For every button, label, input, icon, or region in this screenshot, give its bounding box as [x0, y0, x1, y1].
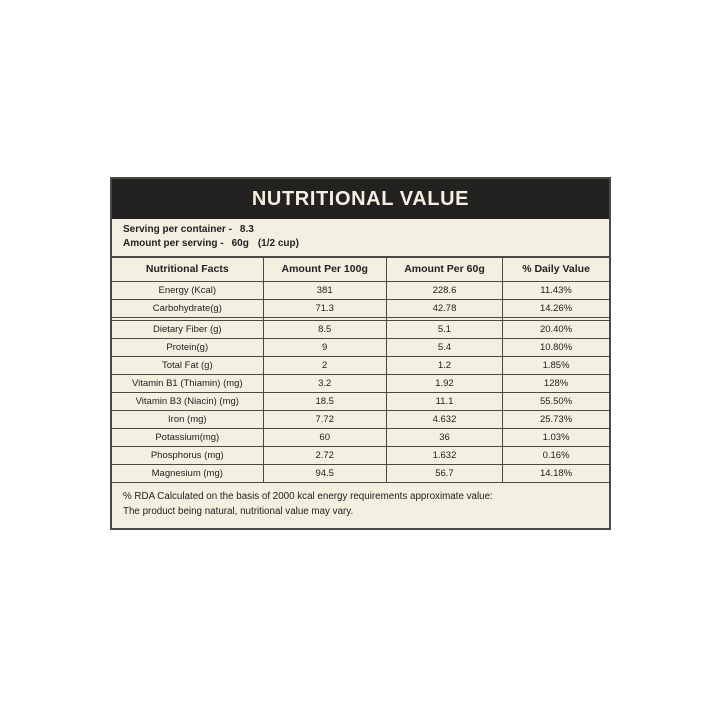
daily-value-cell: 20.40%	[503, 320, 609, 338]
table-row	[112, 428, 609, 446]
per-60g-cell: 1.2	[386, 356, 502, 374]
serving-per-container-line	[123, 223, 598, 237]
per-60g-cell: 228.6	[386, 281, 502, 299]
per-100g-cell: 2	[263, 356, 386, 374]
nutrient-name-cell: Protein(g)	[112, 338, 263, 356]
daily-value-cell: 55.50%	[503, 392, 609, 410]
footnote-line-1: % RDA Calculated on the basis of 2000 kcal energy requirements approximate value:	[123, 490, 493, 502]
per-100g-cell: 3.2	[263, 374, 386, 392]
table-header-row	[112, 257, 609, 281]
daily-value-cell: 1.03%	[503, 428, 609, 446]
table-row	[112, 281, 609, 299]
per-100g-cell: 381	[263, 281, 386, 299]
per-60g-cell: 5.1	[386, 320, 502, 338]
serving-per-container-value: 8.3	[239, 224, 254, 235]
serving-per-container-label: Serving per container -	[123, 224, 232, 235]
footnote	[112, 483, 609, 528]
nutrient-name-cell: Magnesium (mg)	[112, 464, 263, 482]
column-header-amount-per-100g: Amount Per 100g	[263, 257, 386, 281]
table-row	[112, 356, 609, 374]
amount-per-serving-note: (1/2 cup)	[257, 237, 299, 249]
nutrition-table	[112, 257, 609, 483]
per-100g-cell: 18.5	[263, 392, 386, 410]
nutrient-name-cell: Phosphorus (mg)	[112, 446, 263, 464]
amount-per-serving-value: 60g	[231, 237, 249, 249]
per-100g-cell: 2.72	[263, 446, 386, 464]
table-row	[112, 446, 609, 464]
per-100g-cell: 8.5	[263, 320, 386, 338]
daily-value-cell: 14.18%	[503, 464, 609, 482]
nutrient-name-cell: Energy (Kcal)	[112, 281, 263, 299]
per-100g-cell: 60	[263, 428, 386, 446]
table-row	[112, 338, 609, 356]
per-60g-cell: 4.632	[386, 410, 502, 428]
column-header-nutritional-facts: Nutritional Facts	[112, 257, 263, 281]
table-row	[112, 320, 609, 338]
serving-info	[112, 219, 609, 257]
daily-value-cell: 10.80%	[503, 338, 609, 356]
nutrient-name-cell: Carbohydrate(g)	[112, 299, 263, 317]
nutrition-label-card	[110, 177, 611, 530]
amount-per-serving-line	[123, 237, 598, 251]
nutrient-name-cell: Iron (mg)	[112, 410, 263, 428]
column-header-amount-per-60g: Amount Per 60g	[386, 257, 502, 281]
footnote-line-2: The product being natural, nutritional value may vary.	[123, 506, 354, 518]
per-100g-cell: 71.3	[263, 299, 386, 317]
nutrient-name-cell: Vitamin B1 (Thiamin) (mg)	[112, 374, 263, 392]
per-60g-cell: 56.7	[386, 464, 502, 482]
table-row	[112, 392, 609, 410]
table-row	[112, 410, 609, 428]
daily-value-cell: 128%	[503, 374, 609, 392]
per-60g-cell: 42.78	[386, 299, 502, 317]
title-bar	[112, 179, 609, 219]
daily-value-cell: 14.26%	[503, 299, 609, 317]
column-header-daily-value: % Daily Value	[503, 257, 609, 281]
page-title: NUTRITIONAL VALUE	[251, 188, 470, 210]
table-row	[112, 299, 609, 317]
per-60g-cell: 5.4	[386, 338, 502, 356]
nutrient-name-cell: Dietary Fiber (g)	[112, 320, 263, 338]
table-row	[112, 464, 609, 482]
nutrient-name-cell: Potassium(mg)	[112, 428, 263, 446]
per-60g-cell: 36	[386, 428, 502, 446]
daily-value-cell: 1.85%	[503, 356, 609, 374]
table-row	[112, 374, 609, 392]
per-100g-cell: 7.72	[263, 410, 386, 428]
per-60g-cell: 1.92	[386, 374, 502, 392]
nutrient-name-cell: Vitamin B3 (Niacin) (mg)	[112, 392, 263, 410]
nutrient-name-cell: Total Fat (g)	[112, 356, 263, 374]
daily-value-cell: 0.16%	[503, 446, 609, 464]
per-60g-cell: 1.632	[386, 446, 502, 464]
daily-value-cell: 25.73%	[503, 410, 609, 428]
daily-value-cell: 11.43%	[503, 281, 609, 299]
amount-per-serving-label: Amount per serving -	[123, 237, 224, 249]
per-100g-cell: 94.5	[263, 464, 386, 482]
per-60g-cell: 11.1	[386, 392, 502, 410]
per-100g-cell: 9	[263, 338, 386, 356]
